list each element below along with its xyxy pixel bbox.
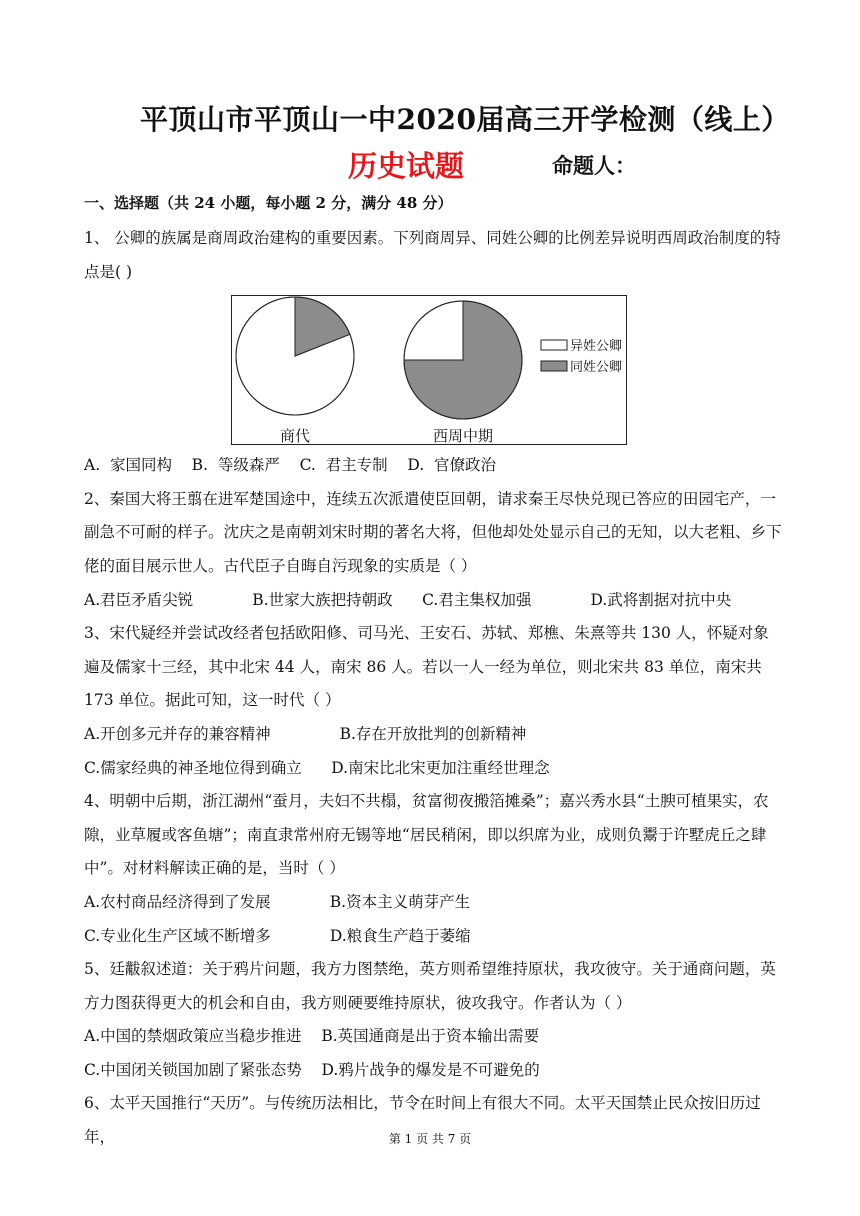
- legend-swatch-yixing: [541, 340, 567, 350]
- question-3-stem: 3、宋代疑经并尝试改经者包括欧阳修、司马光、王安石、苏轼、郑樵、朱熹等共 130 人，怀疑对象遍及儒家十三经，其中北宋 44 人，南宋 86 人。若以一人一经为单位，则北宋共 83 单位，南宋共 173 单位。据此可知，这一时代（ ）: [84, 624, 769, 710]
- question-3-option-cd: C.儒家经典的神圣地位得到确立 D.南宋比北宋更加注重经世理念: [84, 758, 550, 777]
- question-2-stem: 2、秦国大将王翦在进军楚国途中，连续五次派遣使臣回朝，请求秦王尽快兑现已答应的田园宅产，一副急不可耐的样子。沈庆之是南朝刘宋时期的著名大将，但他却处处显示自己的无知，以大老粗、乡下佬的面目展示世人。古代臣子自晦自污现象的实质是（ ）: [84, 489, 782, 575]
- author-label: 命题人：: [552, 153, 636, 178]
- subject-title: 历史试题: [348, 149, 465, 183]
- pie-label-shang: 商代: [279, 427, 311, 446]
- question-1-options: A. 家国同构 B. 等级森严 C. 君主专制 D. 官僚政治: [84, 456, 497, 475]
- question-3-option-ab: A.开创多元并存的兼容精神 B.存在开放批判的创新精神: [84, 724, 527, 743]
- legend-label-tongxing: 同姓公卿: [570, 360, 623, 376]
- pie-chart-figure: [84, 289, 784, 449]
- exam-title: 平顶山市平顶山一中2020届高三开学检测（线上）: [140, 103, 790, 136]
- chart-frame: [231, 295, 627, 445]
- legend-label-yixing: 异姓公卿: [570, 339, 623, 355]
- question-5-stem: 5、廷黻叙述道：关于鸦片问题，我方力图禁绝，英方则希望维持原状，我攻彼守。关于通商问题，英方力图获得更大的机会和自由，我方则硬要维持原状，彼攻我守。作者认为（ ）: [84, 960, 776, 1012]
- question-4-option-ab: A.农村商品经济得到了发展 B.资本主义萌芽产生: [84, 892, 471, 911]
- pie-slice-xizhou-yixing: [404, 301, 463, 360]
- question-5-option-ab: A.中国的禁烟政策应当稳步推进 B.英国通商是出于资本输出需要: [84, 1027, 540, 1046]
- question-4-option-cd: C.专业化生产区域不断增多 D.粮食生产趋于萎缩: [84, 926, 471, 945]
- question-4-stem: 4、明朝中后期，浙江湖州“蚕月，夫妇不共榻，贫富彻夜搬箔摊桑”；嘉兴秀水县“土腴可植果实，农隙，业草履或客鱼塘”；南直隶常州府无锡等地“居民稍闲，即以织席为业，成则负鬻于许墅虎丘之肆中”。对材料解读正确的是，当时（ ）: [84, 792, 769, 878]
- page-footer: 第 1 页 共 7 页: [388, 1132, 472, 1146]
- pie-charts-svg: [232, 296, 628, 446]
- question-1-stem: 1、 公卿的族属是商周政治建构的重要因素。下列商周异、同姓公卿的比例差异说明西周政治制度的特点是( ): [84, 229, 781, 281]
- section-heading: 一、选择题（共 24 小题，每小题 2 分，满分 48 分）: [84, 194, 453, 212]
- pie-label-xizhou: 西周中期: [432, 427, 494, 446]
- question-5-option-cd: C.中国闭关锁国加剧了紧张态势 D.鸦片战争的爆发是不可避免的: [84, 1060, 540, 1079]
- question-list: [84, 222, 784, 1155]
- question-6-stem: 6、太平天国推行“天历”。与传统历法相比，节令在时间上有很大不同。太平天国禁止民众按旧历过年，: [84, 1094, 761, 1147]
- question-2-options: A.君臣矛盾尖锐 B.世家大族把持朝政 C.君主集权加强 D.武将割据对抗中央: [84, 590, 732, 609]
- legend-swatch-tongxing: [541, 361, 567, 371]
